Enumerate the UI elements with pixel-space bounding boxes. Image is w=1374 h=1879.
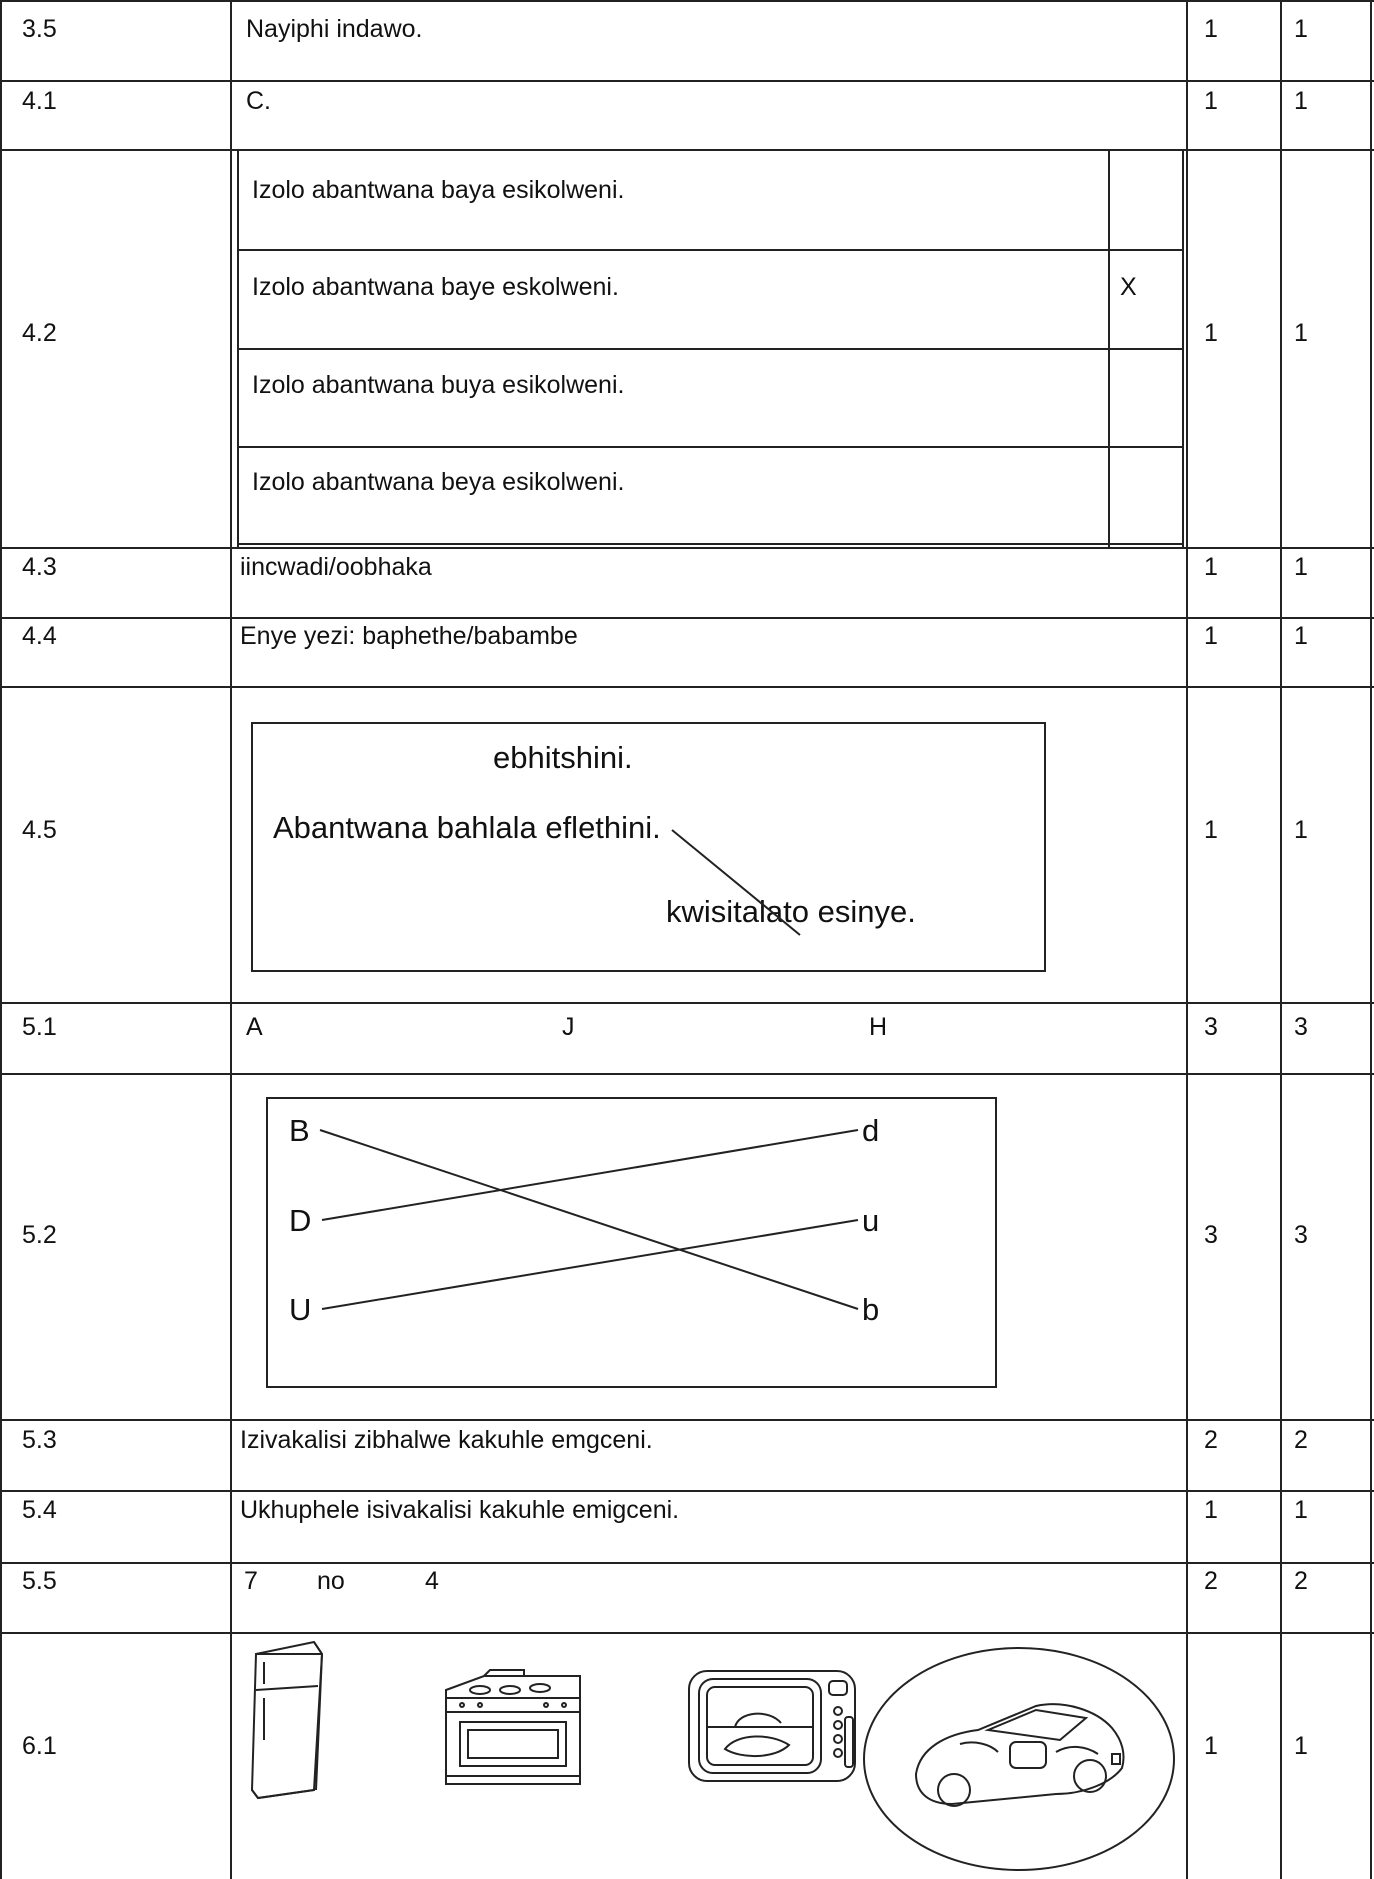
question-number: 5.1 — [22, 1013, 57, 1041]
sentence-text: Abantwana bahlala eflethini. — [273, 810, 661, 845]
total-value: 1 — [1294, 622, 1308, 650]
question-number: 5.4 — [22, 1496, 57, 1524]
lowercase-letter: u — [862, 1203, 880, 1238]
stove-icon — [440, 1668, 585, 1788]
mark-value: 2 — [1204, 1426, 1218, 1454]
fridge-icon — [244, 1640, 334, 1800]
total-value: 1 — [1294, 1496, 1308, 1524]
option-text: Izolo abantwana baya esikolweni. — [252, 176, 625, 204]
mark-value: 1 — [1204, 1496, 1218, 1524]
mark-value: 1 — [1204, 319, 1218, 347]
total-value: 3 — [1294, 1221, 1308, 1249]
uppercase-letter: D — [289, 1203, 312, 1238]
question-number: 4.4 — [22, 622, 57, 650]
question-number: 4.3 — [22, 553, 57, 581]
question-number: 4.5 — [22, 816, 57, 844]
uppercase-letter: U — [289, 1292, 312, 1327]
total-value: 1 — [1294, 553, 1308, 581]
answer-letter: J — [562, 1013, 575, 1041]
mark-value: 3 — [1204, 1013, 1218, 1041]
question-number: 6.1 — [22, 1732, 57, 1760]
mark-value: 3 — [1204, 1221, 1218, 1249]
mark-value: 1 — [1204, 622, 1218, 650]
answer-text: Nayiphi indawo. — [246, 15, 423, 43]
mark-value: 1 — [1204, 553, 1218, 581]
lowercase-letter: d — [862, 1113, 880, 1148]
total-value: 1 — [1294, 1732, 1308, 1760]
answer-text: Enye yezi: baphethe/babambe — [240, 622, 578, 650]
answer-part: no — [317, 1567, 345, 1595]
question-number: 5.3 — [22, 1426, 57, 1454]
lowercase-letter: b — [862, 1292, 880, 1327]
mark-value: 1 — [1204, 1732, 1218, 1760]
uppercase-letter: B — [289, 1113, 310, 1148]
answer-part: 4 — [425, 1567, 439, 1595]
total-value: 2 — [1294, 1426, 1308, 1454]
question-number: 3.5 — [22, 15, 57, 43]
mark-value: 1 — [1204, 87, 1218, 115]
answer-text: C. — [246, 87, 271, 115]
total-value: 1 — [1294, 87, 1308, 115]
total-value: 1 — [1294, 816, 1308, 844]
word-option-top: ebhitshini. — [493, 740, 633, 775]
answer-part: 7 — [244, 1567, 258, 1595]
mark-value: 1 — [1204, 15, 1218, 43]
answer-text: iincwadi/oobhaka — [240, 553, 432, 581]
question-number: 4.2 — [22, 319, 57, 347]
option-text: Izolo abantwana buya esikolweni. — [252, 371, 625, 399]
total-value: 3 — [1294, 1013, 1308, 1041]
option-tick: X — [1120, 273, 1137, 301]
answer-text: Izivakalisi zibhalwe kakuhle emgceni. — [240, 1426, 653, 1454]
option-text: Izolo abantwana beya esikolweni. — [252, 468, 625, 496]
total-value: 2 — [1294, 1567, 1308, 1595]
option-text: Izolo abantwana baye eskolweni. — [252, 273, 619, 301]
racing-car-icon — [860, 1644, 1178, 1874]
mark-value: 1 — [1204, 816, 1218, 844]
question-number: 5.5 — [22, 1567, 57, 1595]
microwave-icon — [685, 1667, 860, 1787]
word-option-bottom: kwisitalato esinye. — [666, 894, 916, 929]
question-number: 5.2 — [22, 1221, 57, 1249]
answer-letter: A — [246, 1013, 263, 1041]
total-value: 1 — [1294, 15, 1308, 43]
mark-value: 2 — [1204, 1567, 1218, 1595]
answer-text: Ukhuphele isivakalisi kakuhle emigceni. — [240, 1496, 680, 1524]
question-number: 4.1 — [22, 87, 57, 115]
total-value: 1 — [1294, 319, 1308, 347]
answer-letter: H — [869, 1013, 888, 1041]
